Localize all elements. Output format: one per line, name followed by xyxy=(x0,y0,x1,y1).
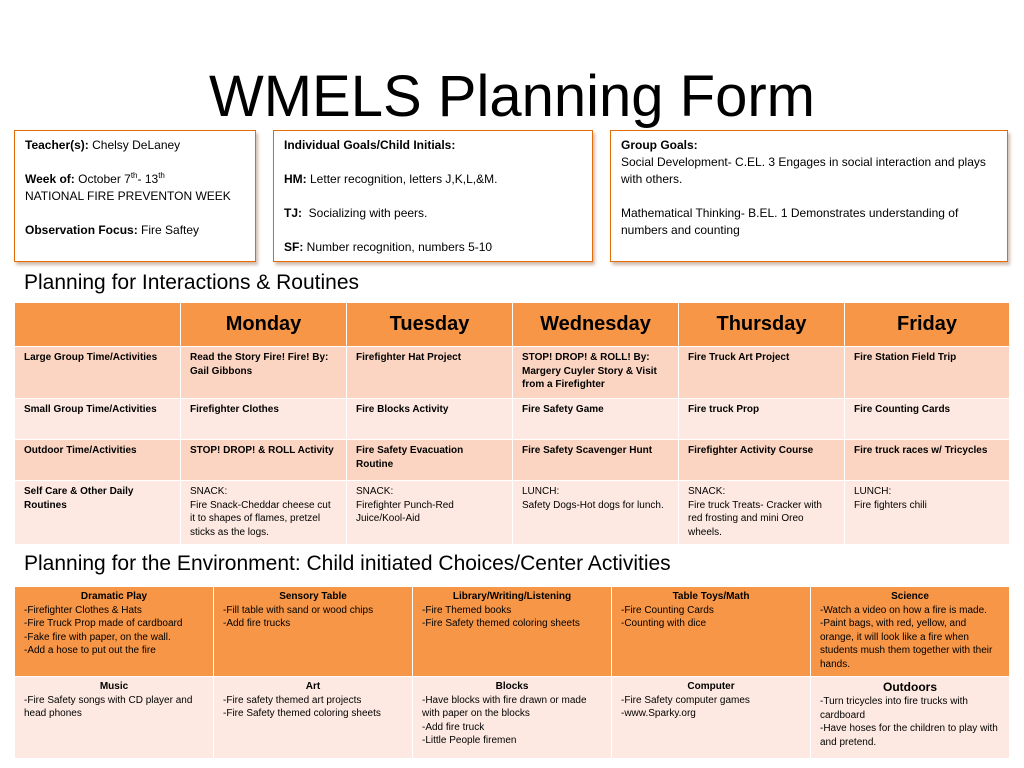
center-title: Library/Writing/Listening xyxy=(452,591,572,602)
goal-label: HM: xyxy=(284,172,307,186)
header-wednesday: Wednesday xyxy=(513,303,679,347)
center-item: -Fire Safety computer games xyxy=(621,694,750,706)
center-item: -Add fire trucks xyxy=(223,618,291,630)
table-cell: STOP! DROP! & ROLL Activity xyxy=(181,440,347,481)
center-item: -Fire Themed books xyxy=(422,604,512,616)
goal-text: Number recognition, numbers 5-10 xyxy=(303,240,493,254)
center-item: -Little People firemen xyxy=(422,735,517,747)
center-title: Sensory Table xyxy=(279,591,347,602)
center-computer xyxy=(612,677,811,759)
center-item: -Paint bags, with red, yellow, and orange, it will look like a fire when students mush them together with their hands. xyxy=(820,618,993,670)
table-cell xyxy=(347,481,513,545)
center-item: -Have blocks with fire drawn or made with paper on the blocks xyxy=(422,694,587,720)
week-line xyxy=(25,171,245,188)
table-row xyxy=(15,481,1010,545)
routines-table xyxy=(14,302,1010,545)
group-goals-box xyxy=(610,130,1008,262)
table-cell: Fire truck Prop xyxy=(679,399,845,440)
center-title: Blocks xyxy=(495,681,529,692)
teacher-line xyxy=(25,137,245,154)
header-corner xyxy=(15,303,181,347)
center-item: -Fill table with sand or wood chips xyxy=(223,604,374,616)
header-friday: Friday xyxy=(845,303,1010,347)
week-theme: NATIONAL FIRE PREVENTON WEEK xyxy=(25,189,231,203)
meal-type: SNACK: xyxy=(356,486,394,497)
center-title: Dramatic Play xyxy=(80,591,148,602)
table-row xyxy=(15,347,1010,399)
interactions-heading: Planning for Interactions & Routines xyxy=(24,271,360,294)
center-library xyxy=(413,587,612,677)
goal-hm xyxy=(284,171,582,188)
teacher-value: Chelsy DeLaney xyxy=(88,138,181,152)
table-cell: Read the Story Fire! Fire! By: Gail Gibbons xyxy=(181,347,347,399)
header-tuesday: Tuesday xyxy=(347,303,513,347)
centers-row-bottom xyxy=(15,677,1010,759)
header-thursday: Thursday xyxy=(679,303,845,347)
environment-heading: Planning for the Environment: Child initiated Choices/Center Activities xyxy=(24,552,671,575)
meal-type: LUNCH: xyxy=(854,486,892,497)
table-cell: Fire Safety Scavenger Hunt xyxy=(513,440,679,481)
goal-text: Socializing with peers. xyxy=(302,206,428,220)
center-music xyxy=(15,677,214,759)
group-goal-math: Mathematical Thinking- B.EL. 1 Demonstrates understanding of numbers and counting xyxy=(621,206,959,237)
center-table-toys xyxy=(612,587,811,677)
table-cell: Fire truck races w/ Tricycles xyxy=(845,440,1010,481)
header-monday: Monday xyxy=(181,303,347,347)
center-title: Computer xyxy=(687,681,735,692)
focus-value: Fire Saftey xyxy=(137,223,200,237)
center-item: -Watch a video on how a fire is made. xyxy=(820,604,987,616)
center-item: -Add fire truck xyxy=(422,721,485,733)
teacher-info-box xyxy=(14,130,256,262)
week-mid: - 13 xyxy=(137,172,159,186)
table-cell: Firefighter Hat Project xyxy=(347,347,513,399)
center-item: -Add a hose to put out the fire xyxy=(24,645,156,657)
table-cell: Firefighter Clothes xyxy=(181,399,347,440)
center-art xyxy=(214,677,413,759)
row-label: Large Group Time/Activities xyxy=(15,347,181,399)
row-label: Self Care & Other Daily Routines xyxy=(15,481,181,545)
week-sup-2: th xyxy=(158,171,165,180)
table-cell xyxy=(845,481,1010,545)
goal-text: Letter recognition, letters J,K,L,&M. xyxy=(306,172,498,186)
center-title: Table Toys/Math xyxy=(672,591,750,602)
center-title: Music xyxy=(99,681,129,692)
group-goals-heading: Group Goals: xyxy=(621,138,698,152)
group-goal-social: Social Development- C.EL. 3 Engages in social interaction and plays with others. xyxy=(621,155,986,186)
center-sensory-table xyxy=(214,587,413,677)
table-cell: Fire Counting Cards xyxy=(845,399,1010,440)
meal-desc: Firefighter Punch-Red Juice/Kool-Aid xyxy=(356,499,454,524)
individual-goals-box xyxy=(273,130,593,262)
focus-line xyxy=(25,222,245,239)
table-cell: Fire Safety Game xyxy=(513,399,679,440)
table-cell: Firefighter Activity Course xyxy=(679,440,845,481)
table-row xyxy=(15,399,1010,440)
table-cell: Fire Safety Evacuation Routine xyxy=(347,440,513,481)
center-title: Science xyxy=(891,591,929,602)
center-outdoors xyxy=(811,677,1010,759)
table-cell xyxy=(679,481,845,545)
center-title: Art xyxy=(305,681,321,692)
table-cell: Fire Blocks Activity xyxy=(347,399,513,440)
routines-header-row xyxy=(15,303,1010,347)
center-title: Outdoors xyxy=(883,680,937,694)
week-label: Week of: xyxy=(25,172,75,186)
meal-type: LUNCH: xyxy=(522,486,560,497)
table-cell: Fire Truck Art Project xyxy=(679,347,845,399)
center-item: -Fire Safety themed coloring sheets xyxy=(422,618,580,630)
row-label: Outdoor Time/Activities xyxy=(15,440,181,481)
centers-row-top xyxy=(15,587,1010,677)
center-item: -Fire Safety songs with CD player and head phones xyxy=(24,694,193,720)
table-cell: STOP! DROP! & ROLL! By: Margery Cuyler Story & Visit from a Firefighter xyxy=(513,347,679,399)
page-title: WMELS Planning Form xyxy=(209,64,815,129)
center-item: -Fire Safety themed coloring sheets xyxy=(223,708,381,720)
row-label: Small Group Time/Activities xyxy=(15,399,181,440)
table-row xyxy=(15,440,1010,481)
goal-sf xyxy=(284,239,582,256)
center-item: -Fire Counting Cards xyxy=(621,604,714,616)
center-item: -Fake fire with paper, on the wall. xyxy=(24,631,171,643)
center-item: -Firefighter Clothes & Hats xyxy=(24,604,142,616)
center-item: -Counting with dice xyxy=(621,618,707,630)
meal-desc: Fire Snack-Cheddar cheese cut it to shapes of flames, pretzel sticks as the logs. xyxy=(190,499,331,538)
goal-tj xyxy=(284,205,582,222)
centers-table xyxy=(14,586,1010,759)
meal-desc: Fire truck Treats- Cracker with red frosting and mini Oreo wheels. xyxy=(688,499,822,538)
center-science xyxy=(811,587,1010,677)
teacher-label: Teacher(s): xyxy=(25,138,89,152)
center-item: -Fire Truck Prop made of cardboard xyxy=(24,618,183,630)
center-item: -Have hoses for the children to play with and pretend. xyxy=(820,723,998,748)
individual-goals-heading: Individual Goals/Child Initials: xyxy=(284,138,456,152)
goal-label: SF: xyxy=(284,240,304,254)
week-start: October 7 xyxy=(74,172,131,186)
meal-desc: Safety Dogs-Hot dogs for lunch. xyxy=(522,499,664,511)
focus-label: Observation Focus: xyxy=(25,223,138,237)
table-cell xyxy=(513,481,679,545)
table-cell: Fire Station Field Trip xyxy=(845,347,1010,399)
week-sup-1: th xyxy=(130,171,138,180)
center-blocks xyxy=(413,677,612,759)
center-item: -Fire safety themed art projects xyxy=(223,694,362,706)
meal-type: SNACK: xyxy=(688,486,726,497)
center-item: -Turn tricycles into fire trucks with cardboard xyxy=(820,696,968,721)
center-dramatic-play xyxy=(15,587,214,677)
center-item: -www.Sparky.org xyxy=(621,708,696,720)
table-cell xyxy=(181,481,347,545)
goal-label: TJ: xyxy=(284,206,302,220)
meal-type: SNACK: xyxy=(190,486,228,497)
meal-desc: Fire fighters chili xyxy=(854,499,927,511)
